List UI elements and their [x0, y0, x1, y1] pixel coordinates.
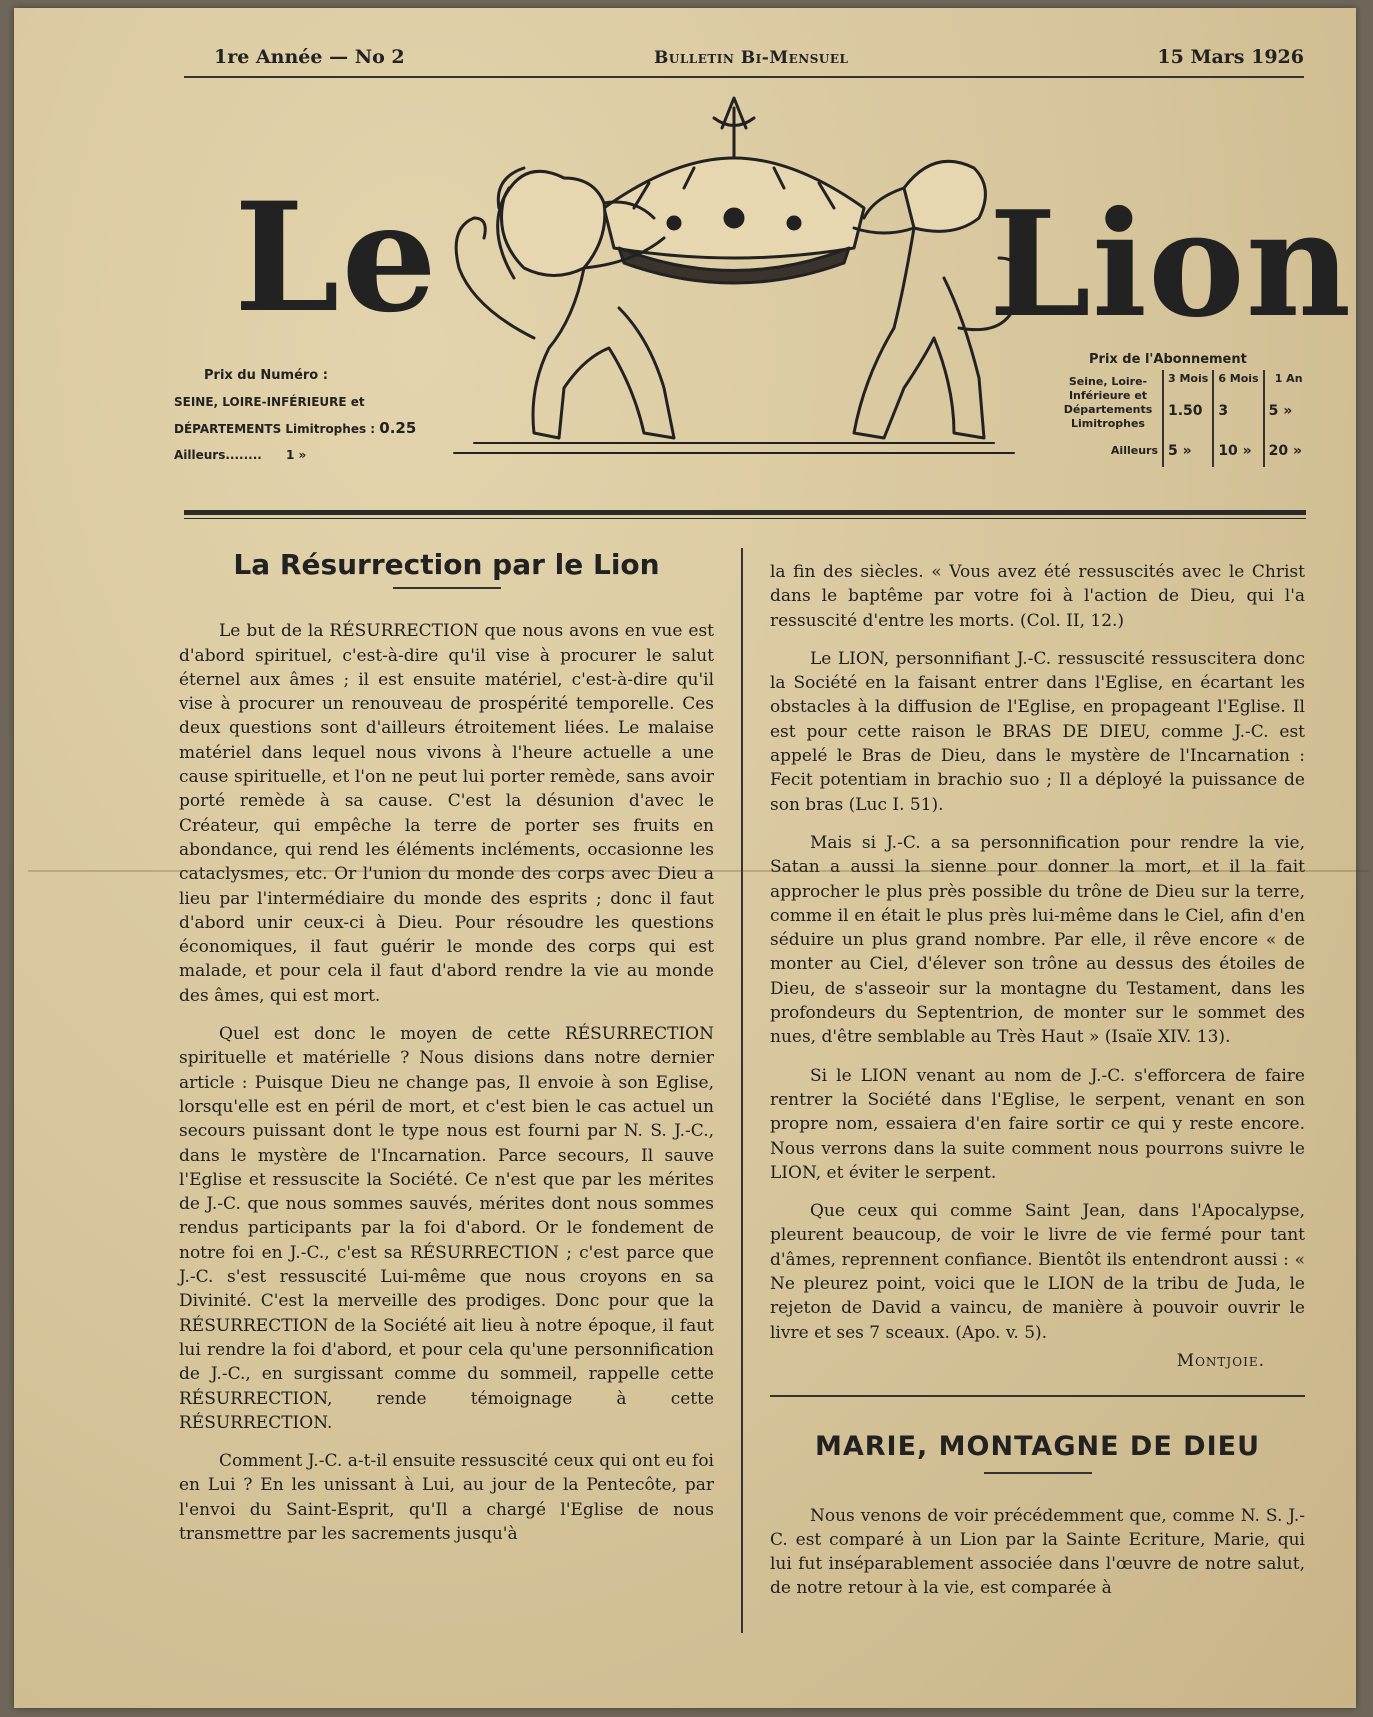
article-title: La Résurrection par le Lion — [233, 548, 660, 581]
subscription-cell: 10 » — [1213, 435, 1263, 467]
title-underline — [393, 587, 501, 589]
right-column — [770, 560, 1305, 1615]
article-paragraph: Comment J.-C. a-t-il ensuite ressuscité ceux qui ont eu foi en Lui ? En les unissant à Lui, au jour de la Pentecôte, par l'envoi du Saint-Esprit, qu'Il a chargé l'Eglise de nous transmettre par les sacrements jusqu'à — [179, 1451, 714, 1544]
left-column — [179, 548, 714, 1560]
article-paragraph: Quel est donc le moyen de cette RÉSURRECTION spirituelle et matérielle ? Nous disions dans notre dernier article : Puisque Dieu ne change pas, Il envoie à son Eglise, lorsqu'elle est en péril de mort, et c'est bien le cas actuel un secours puissant dont le type nous est fourni par N. S. J.-C., dans le mystère de l'Incarnation. Parce secours, Il sauve l'Eglise et ressuscite la Société. Ce n'est que par les mérites de J.-C. que nous sommes sauvés, mérites dont nous sommes rendus participants par la foi d'abord. Or le fondement de notre foi en J.-C., c'est sa RÉSURRECTION ; c'est parce que J.-C. s'est ressuscité Lui-même que nous croyons en sa Divinité. C'est la merveille des prodiges. Donc pour que la RÉSURRECTION de la Société ait lieu à notre époque, il faut lui rendre la foi d'abord, et pour cela qu'une personnification de J.-C., en surgissant comme du sommeil, rappelle cette RÉSURRECTION, rende témoignage à cette RÉSURRECTION. — [179, 1024, 714, 1433]
issue-number: 1re Année — No 2 — [214, 46, 405, 68]
article-paragraph: Mais si J.-C. a sa personnification pour rendre la vie, Satan a aussi la sienne pour donner la mort, et il la fait approcher le plus près possible du trône de Dieu sur la terre, comme il en était le plus près lui-même dans le Ciel, afin d'en séduire un plus grand nombre. Par elle, il rêve encore « de monter au Ciel, d'élever son trône au dessus des étoiles de Dieu, de s'asseoir sur la montagne du Testament, dans les profondeurs du Septentrion, de monter sur le sommet des nues, d'être semblable au Très Haut » (Isaïe XIV. 13). — [770, 832, 1305, 1048]
single-price-line1: SEINE, LOIRE-INFÉRIEURE et — [174, 395, 365, 409]
issue-line — [184, 46, 1304, 74]
single-price-title: Prix du Numéro : — [204, 368, 328, 383]
subscription-title: Prix de l'Abonnement — [1089, 352, 1247, 367]
single-price-line3 — [174, 442, 416, 468]
masthead-rule — [184, 510, 1306, 515]
article-paragraph: Le but de la RÉSURRECTION que nous avons en vue est d'abord spirituel, c'est-à-dire qu'il vise à procurer le salut éternel aux âmes ; il est ensuite matériel, c'est-à-dire qu'il vise à procurer un renouveau de prospérité temporelle. Ces deux questions sont d'ailleurs étroitement liées. Le malaise matériel dans lequel nous vivons à l'heure actuelle a une cause spirituelle, et l'on ne peut lui porter remède, sans avoir porté remède à sa cause. C'est la désunion d'avec le Créateur, qui empêche la terre de porter ses fruits en abondance, qui rend les éléments incléments, occasionne les cataclysmes, etc. Or l'union du monde des corps avec Dieu a lieu par l'intermédiaire du monde des esprits ; donc il faut d'abord unir ceux-ci à Dieu. Pour résoudre les questions économiques, il faut guérir le monde des corps qui est malade, et pour cela il faut d'abord rendre la vie au monde des âmes, qui est mort. — [179, 621, 714, 1006]
newspaper-page — [14, 8, 1356, 1708]
single-price-line2 — [174, 415, 416, 442]
subscription-cell: 1.50 — [1163, 387, 1213, 435]
single-price-value: 0.25 — [379, 419, 417, 437]
article-separator — [770, 1395, 1305, 1397]
single-price-line3-value: 1 » — [286, 448, 307, 462]
subscription-cell: 20 » — [1264, 435, 1313, 467]
bulletin-label: Bulletin Bi-Mensuel — [654, 48, 849, 68]
single-issue-price — [174, 363, 416, 468]
issue-date: 15 Mars 1926 — [1157, 46, 1304, 68]
masthead-title-right: Lion — [989, 180, 1353, 350]
masthead-rule-thin — [184, 518, 1306, 519]
subscription-header: 3 Mois — [1163, 370, 1213, 387]
article-paragraph: Le LION, personnifiant J.-C. ressuscité ressuscitera donc la Société en la faisant entrer dans l'Eglise, en écartant les obstacles à la diffusion de l'Eglise, en propageant l'Eglise. Il est pour cette raison le BRAS DE DIEU, comme J.-C. est appelé le Bras de Dieu, dans le mystère de l'Incarnation : Fecit potentiam in brachio suo ; Il a déployé la puissance de son bras (Luc I. 51). — [770, 648, 1305, 815]
article-paragraph: la fin des siècles. « Vous avez été ressuscités avec le Christ dans le baptême par votre foi à l'action de Dieu, qui l'a ressuscité d'entre les morts. (Col. II, 12.) — [770, 562, 1305, 631]
article-signature: Montjoie. — [1176, 1350, 1265, 1371]
subscription-row-label: Seine, Loire-Inférieure et Départements Limitrophes — [1063, 374, 1153, 430]
subscription-header: 1 An — [1264, 370, 1313, 387]
single-price-line2-label: DÉPARTEMENTS Limitrophes : — [174, 422, 376, 436]
title-underline — [984, 1472, 1092, 1474]
article2-title: MARIE, MONTAGNE DE DIEU — [814, 1431, 1261, 1463]
subscription-header: 6 Mois — [1213, 370, 1263, 387]
page-fold — [28, 870, 1370, 872]
article-paragraph: Que ceux qui comme Saint Jean, dans l'Apocalypse, pleurent beaucoup, de voir le livre de vie fermé pour tant d'âmes, reprennent confiance. Bientôt ils entendront aussi : « Ne pleurez point, voici que le LION de la tribu de Juda, le rejeton de David a vaincu, de manière à pouvoir ouvrir le livre et ses 7 sceaux. (Apo. v. 5). — [770, 1201, 1305, 1343]
top-rule — [184, 76, 1304, 78]
column-rule — [741, 548, 743, 1633]
subscription-row-label: Ailleurs — [1110, 444, 1158, 457]
subscription-table — [1054, 370, 1313, 467]
article-paragraph: Si le LION venant au nom de J.-C. s'efforcera de faire rentrer la Société dans l'Eglise, le serpent, venant en son propre nom, essaiera d'en faire sortir ce qui y reste encore. Nous verrons dans la suite comment nous pourrons suivre le LION, et éviter le serpent. — [770, 1065, 1305, 1183]
article-paragraph: Nous venons de voir précédemment que, comme N. S. J.-C. est comparé à un Lion par la Sainte Ecriture, Marie, qui lui fut inséparablement associée dans l'œuvre de notre salut, de notre retour à la vie, est comparée à — [770, 1505, 1305, 1599]
subscription-cell: 5 » — [1163, 435, 1213, 467]
masthead-title-left: Le — [234, 170, 439, 346]
subscription-cell: 3 — [1213, 387, 1263, 435]
subscription-cell: 5 » — [1264, 387, 1313, 435]
lions-crown-illustration — [434, 88, 1034, 478]
single-price-line3-label: Ailleurs........ — [174, 448, 262, 462]
